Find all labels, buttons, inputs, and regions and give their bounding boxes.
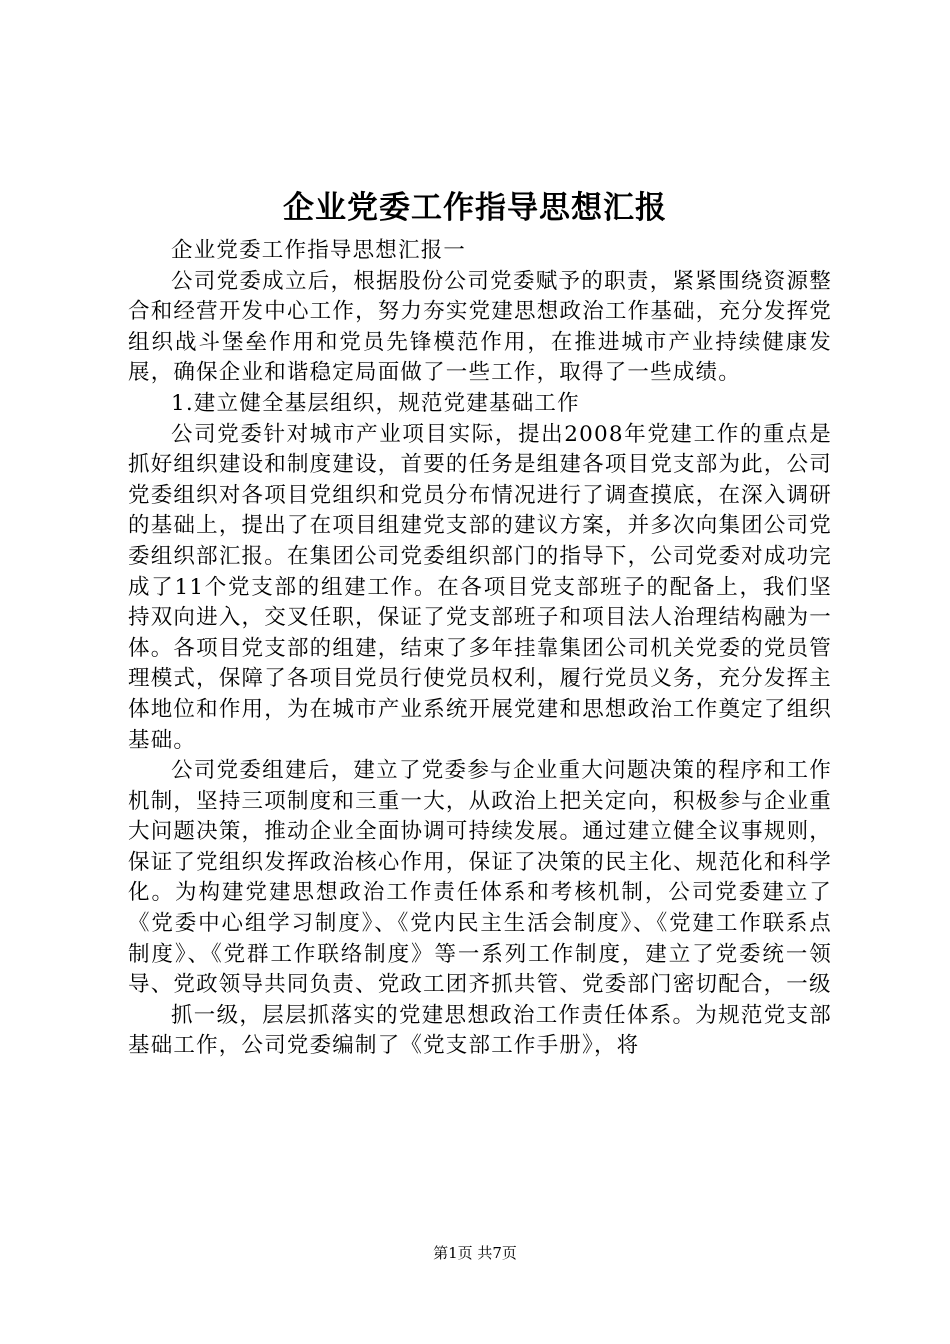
document-title: 企业党委工作指导思想汇报: [283, 190, 667, 226]
paragraph-organization: 公司党委针对城市产业项目实际，提出2008年党建工作的重点是抓好组织建设和制度建设，首要的任务是组建各项目党支部为此，公司党委组织对各项目党组织和党员分布情况进行了调查摸底，在深入调研的基础上，提出了在项目组建党支部的建议方案，并多次向集团公司党委组织部汇报。在集团公司党委组织部门的指导下，公司党委对成功完成了11个党支部的组建工作。在各项目党支部班子的配备上，我们坚持双向进入，交叉任职，保证了党支部班子和项目法人治理结构融为一体。各项目党支部的组建，结束了多年挂靠集团公司机关党委的党员管理模式，保障了各项目党员行使党员权利，履行党员义务，充分发挥主体地位和作用，为在城市产业系统开展党建和思想政治工作奠定了组织基础。: [128, 421, 832, 753]
paragraph-intro: 公司党委成立后，根据股份公司党委赋予的职责，紧紧围绕资源整合和经营开发中心工作，努力夯实党建思想政治工作基础，充分发挥党组织战斗堡垒作用和党员先锋模范作用，在推进城市产业持续健康发展，确保企业和谐稳定局面做了一些工作，取得了一些成绩。: [128, 268, 832, 386]
paragraph-subtitle: 企业党委工作指导思想汇报一: [171, 238, 467, 263]
paragraph-section-heading: 1.建立健全基层组织，规范党建基础工作: [171, 390, 580, 416]
paragraph-system: 公司党委组建后，建立了党委参与企业重大问题决策的程序和工作机制，坚持三项制度和三重一大，从政治上把关定向，积极参与企业重大问题决策，推动企业全面协调可持续发展。通过建立健全议事规则，保证了党组织发挥政治核心作用，保证了决策的民主化、规范化和科学化。为构建党建思想政治工作责任体系和考核机制，公司党委建立了《党委中心组学习制度》、《党内民主生活会制度》、《党建工作联系点制度》、《党群工作联络制度》等一系列工作制度，建立了党委统一领导、党政领导共同负责、党政工团齐抓共管、党委部门密切配合，一级: [128, 758, 832, 998]
paragraph-continuation: 抓一级，层层抓落实的党建思想政治工作责任体系。为规范党支部基础工作，公司党委编制了《党支部工作手册》，将: [128, 1002, 832, 1059]
page-number-footer: 第1页 共7页: [433, 1244, 517, 1262]
document-body: [128, 236, 832, 1062]
